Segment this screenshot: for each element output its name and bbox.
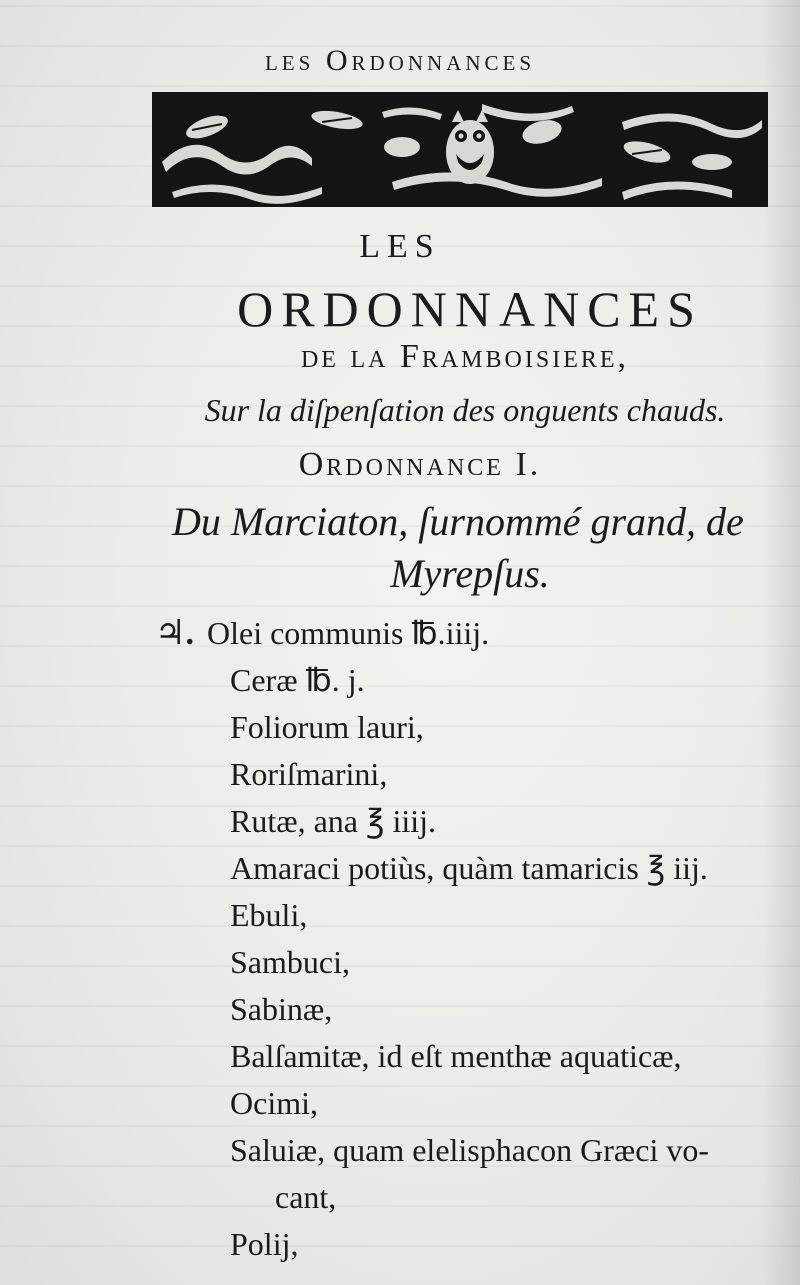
recipe-line: cant, xyxy=(275,1179,337,1215)
recipe-line xyxy=(155,610,795,657)
title-les: LES xyxy=(359,228,441,265)
recipe-list xyxy=(155,610,795,1268)
recipe-line: Ocimi, xyxy=(230,1085,318,1121)
title-subtitle: Sur la diſpenſation des onguents chauds. xyxy=(204,392,726,428)
woodcut-ornament-birds-owl xyxy=(152,92,768,207)
ordonnance-number: Ordonnance I. xyxy=(298,446,542,483)
recipe-line: Saluiæ, quam elelisphacon Græci vo- xyxy=(230,1132,710,1168)
recipe-symbol: ♃. xyxy=(155,615,194,652)
recipe-line: Sambuci, xyxy=(230,944,350,980)
running-head: les Ordonnances xyxy=(264,44,535,77)
section-heading-line2: Myrepſus. xyxy=(390,551,550,596)
recipe-line: Rutæ, ana ℥ iiij. xyxy=(230,803,437,839)
recipe-line: Roriſmarini, xyxy=(230,756,388,792)
recipe-line: Sabinæ, xyxy=(230,991,333,1027)
recipe-line: Amaraci potiùs, quàm tamaricis ℥ iij. xyxy=(230,850,708,886)
recipe-line: Foliorum lauri, xyxy=(230,709,424,745)
title-author-line: de la Framboisiere, xyxy=(300,338,630,375)
recipe-line: Polij, xyxy=(230,1226,299,1262)
title-ordonnances: ORDONNANCES xyxy=(237,281,703,337)
recipe-line-text: Olei communis ℔.iiij. xyxy=(207,615,490,651)
recipe-line: Ceræ ℔. j. xyxy=(230,662,365,698)
section-heading-line1: Du Marciaton, ſurnommé grand, de xyxy=(172,499,744,544)
recipe-line: Ebuli, xyxy=(230,897,308,933)
recipe-line: Balſamitæ, id eſt menthæ aquaticæ, xyxy=(230,1038,682,1074)
